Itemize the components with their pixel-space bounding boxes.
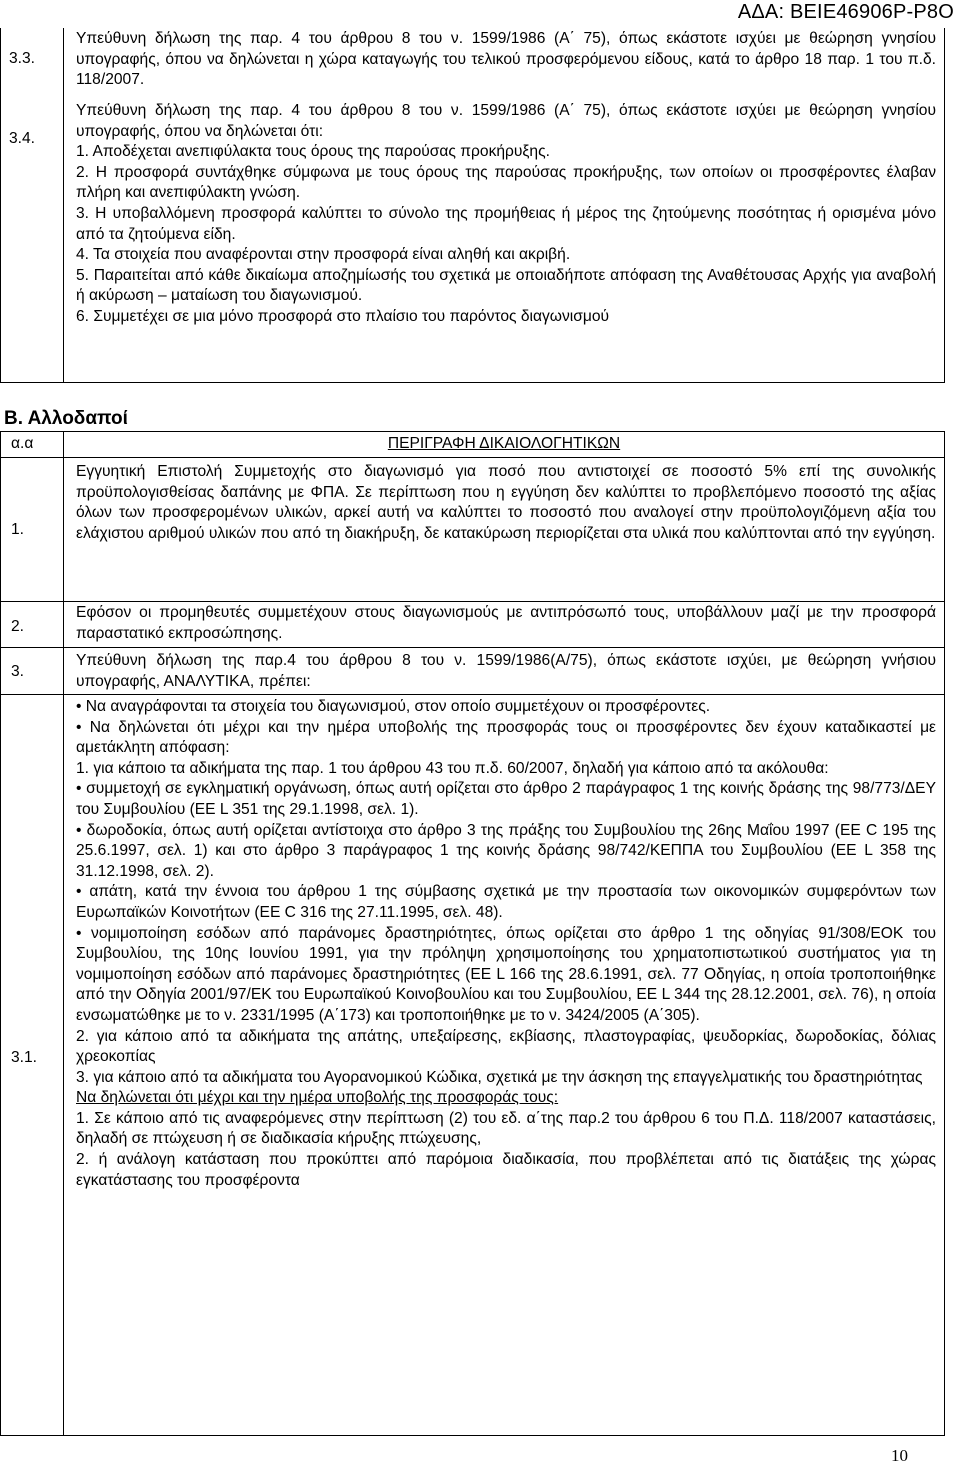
top-table (0, 28, 945, 383)
row-divider (1, 694, 944, 695)
paragraph: Υπεύθυνη δήλωση της παρ.4 του άρθρου 8 του ν. 1599/1986(Α/75), όπως εκάστοτε ισχύει, με θεώρηση γνήσιου υπογραφής, ΑΝΑΛΥΤΙΚΑ, πρέπει: (76, 652, 936, 690)
row-number: 3.4. (9, 130, 36, 147)
paragraph: Εφόσον οι προμηθευτές συμμετέχουν στους διαγωνισμούς με αντιπρόσωπό τους, υποβάλλουν μαζί με την προσφορά παραστατικό εκπροσώπησης. (76, 604, 936, 642)
row-content (76, 101, 936, 328)
column-divider (63, 432, 64, 1435)
ada-code: ΑΔΑ: ΒΕΙΕ46906Ρ-Ρ8Ο (737, 1, 954, 23)
paragraph: 2. Η προσφορά συντάχθηκε σύμφωνα με τους όρους της παρούσας προκήρυξης, των οποίων οι προσφέροντες έλαβαν πλήρη και ανεπιφύλακτη γνώση. (76, 163, 936, 202)
page-number: 10 (891, 1446, 908, 1465)
row-number: 3.1. (11, 1049, 38, 1066)
bullet-paragraph: • απάτη, κατά την έννοια του άρθρου 1 της σύμβασης σχετικά με την προστασία των οικονομικών συμφερόντων των Ευρωπαϊκών Κοινοτήτων (ΕΕ C 316 της 27.11.1995, σελ. 48). (76, 883, 936, 921)
bullet-paragraph: • δωροδοκία, όπως αυτή ορίζεται αντίστοιχα στο άρθρο 3 της πράξης του Συμβουλίου της 26ης Μαΐου 1997 (ΕΕ C 195 της 25.6.1997, σελ. 1) και στο άρθρο 3 παράγραφος 1 της κοινής δράσης 98/742/ΚΕΠΠΑ του Συμβουλίου (ΕΕ L 358 της 31.12.1998, σελ. 2). (76, 821, 936, 880)
row-content (76, 603, 936, 644)
section-title: Β. Αλλοδαποί (4, 408, 128, 429)
paragraph: 1. για κάποιο τα αδικήματα της παρ. 1 του άρθρου 43 του π.δ. 60/2007, δηλαδή για κάποιο από τα ακόλουθα: (76, 759, 829, 777)
paragraph: 2. ή ανάλογη κατάσταση που προκύπτει από παρόμοια διαδικασία, που προβλέπεται από τις διατάξεις της χώρας εγκατάστασης του προσφέροντα (76, 1151, 936, 1189)
row-content (76, 462, 936, 544)
column-divider (63, 28, 64, 382)
row-divider (1, 647, 944, 648)
paragraph: 5. Παραιτείται από κάθε δικαίωμα αποζημίωσής του σχετικά με οποιαδήποτε απόφαση της Αναθέτουσας Αρχής για αναβολή ή ακύρωση – ματαίωση του διαγωνισμού. (76, 266, 936, 305)
header-title: ΠΕΡΙΓΡΑΦΗ ΔΙΚΑΙΟΛΟΓΗΤΙΚΩΝ (387, 435, 621, 452)
paragraph: Υπεύθυνη δήλωση της παρ. 4 του άρθρου 8 του ν. 1599/1986 (Α΄ 75), όπως εκάστοτε ισχύει με θεώρηση γνησίου υπογραφής, όπου να δηλώνεται η χώρα καταγωγής του τελικού προσφερόμενου είδους, κατά το άρθρο 18 παρ. 1 του π.δ. 118/2007. (76, 30, 936, 89)
paragraph: Εγγυητική Επιστολή Συμμετοχής στο διαγωνισμό για ποσό που αντιστοιχεί σε ποσοστό 5% επί της συνολικής προϋπολογισθείσας δαπάνης με ΦΠΑ. Σε περίπτωση που η εγγύηση δεν καλύπτει το προβλεπόμενο ποσοστό της αξίας όλων των προσφερομένων υλικών, αρκεί αυτή να καλύπτει το ποσοστό που αναλογεί στην προϋπολογιζόμενη αξία του ελάχιστου αριθμού υλικών που από τη διακήρυξη, δε κατακύρωση περιορίζεται στα υλικά που καλύπτονται από την εγγύηση. (76, 463, 936, 542)
paragraph: 4. Τα στοιχεία που αναφέρονται στην προσφορά είναι αληθή και ακριβή. (76, 246, 571, 264)
row-number: 1. (11, 521, 25, 538)
row-content (76, 651, 936, 692)
paragraph: Να δηλώνεται ότι μέχρι και την ημέρα υποβολής της προσφοράς τους: (76, 1089, 559, 1107)
row-number: 2. (11, 618, 25, 635)
row-number: 3. (11, 663, 25, 680)
row-divider (1, 601, 944, 602)
bullet-paragraph: • Να αναγράφονται τα στοιχεία του διαγωνισμού, στον οποίο συμμετέχουν οι προσφέροντες. (76, 698, 711, 715)
paragraph: 3. για κάποιο από τα αδικήματα του Αγορανομικού Κώδικα, σχετικά με την άσκηση της επαγγελματικής του δραστηριότητας (76, 1068, 923, 1086)
paragraph: 3. Η υποβαλλόμενη προσφορά καλύπτει το σύνολο της προμήθειας ή μέρος της ζητούμενης ποσότητας ή ορισμένα μόνο από τα ζητούμενα είδη. (76, 204, 936, 243)
row-content (76, 29, 936, 91)
bullet-paragraph: • νομιμοποίηση εσόδων από παράνομες δραστηριότητες, όπως ορίζεται στο άρθρο 1 της οδηγίας 91/308/ΕΟΚ του Συμβουλίου, της 10ης Ιουνίου 1991, για την πρόληψη χρησιμοποίησης του χρηματοπιστωτικού συστήματος για τη νομιμοποίηση εσόδων από παράνομες δραστηριότητες (ΕΕ L 166 της 28.6.1991, σελ. 77 Οδηγίας, η οποία τροποποιήθηκε από την Οδηγία 2001/97/ΕΚ του Ευρωπαϊκού Κοινοβουλίου και του Συμβουλίου, ΕΕ L 344 της 28.12.2001, σελ. 76), η οποία ενσωματώθηκε με το ν. 2331/1995 (Α΄173) και τροποποιήθηκε με το ν. 3424/2005 (Α΄305). (76, 924, 936, 1024)
paragraph: 6. Συμμετέχει σε μια μόνο προσφορά στο πλαίσιο του παρόντος διαγωνισμού (76, 307, 610, 325)
bullet-paragraph: • συμμετοχή σε εγκληματική οργάνωση, όπως αυτή ορίζεται στο άρθρο 2 παράγραφος 1 της κοινής δράσης της 98/773/ΔΕΥ του Συμβουλίου (ΕΕ L 351 της 29.1.1998, σελ. 1). (76, 780, 936, 818)
bullet-paragraph: • Να δηλώνεται ότι μέχρι και την ημέρα υποβολής της προσφοράς τους οι προσφέροντες δεν έχουν καταδικαστεί με αμετάκλητη απόφαση: (76, 718, 936, 757)
paragraph: 2. για κάποιο από τα αδικήματα της απάτης, υπεξαίρεσης, εκβίασης, πλαστογραφίας, ψευδορκίας, δωροδοκίας, δόλιας χρεοκοπίας (76, 1027, 936, 1066)
row-content (76, 697, 936, 1191)
row-number: 3.3. (9, 50, 36, 67)
b-table (0, 431, 945, 1436)
paragraph: 1. Αποδέχεται ανεπιφύλακτα τους όρους της παρούσας προκήρυξης. (76, 143, 550, 161)
paragraph: 1. Σε κάποιο από τις αναφερόμενες στην περίπτωση (2) του εδ. α΄της παρ.2 του άρθρου 6 του Π.Δ. 118/2007 καταστάσεις, δηλαδή σε πτώχευση ή σε διαδικασία κήρυξης πτώχευσης, (76, 1109, 936, 1148)
header-num: α.α (11, 435, 34, 452)
paragraph: Υπεύθυνη δήλωση της παρ. 4 του άρθρου 8 του ν. 1599/1986 (Α΄ 75), όπως εκάστοτε ισχύει με θεώρηση γνησίου υπογραφής, όπου να δηλώνεται ότι: (76, 102, 936, 140)
row-divider (1, 457, 944, 458)
